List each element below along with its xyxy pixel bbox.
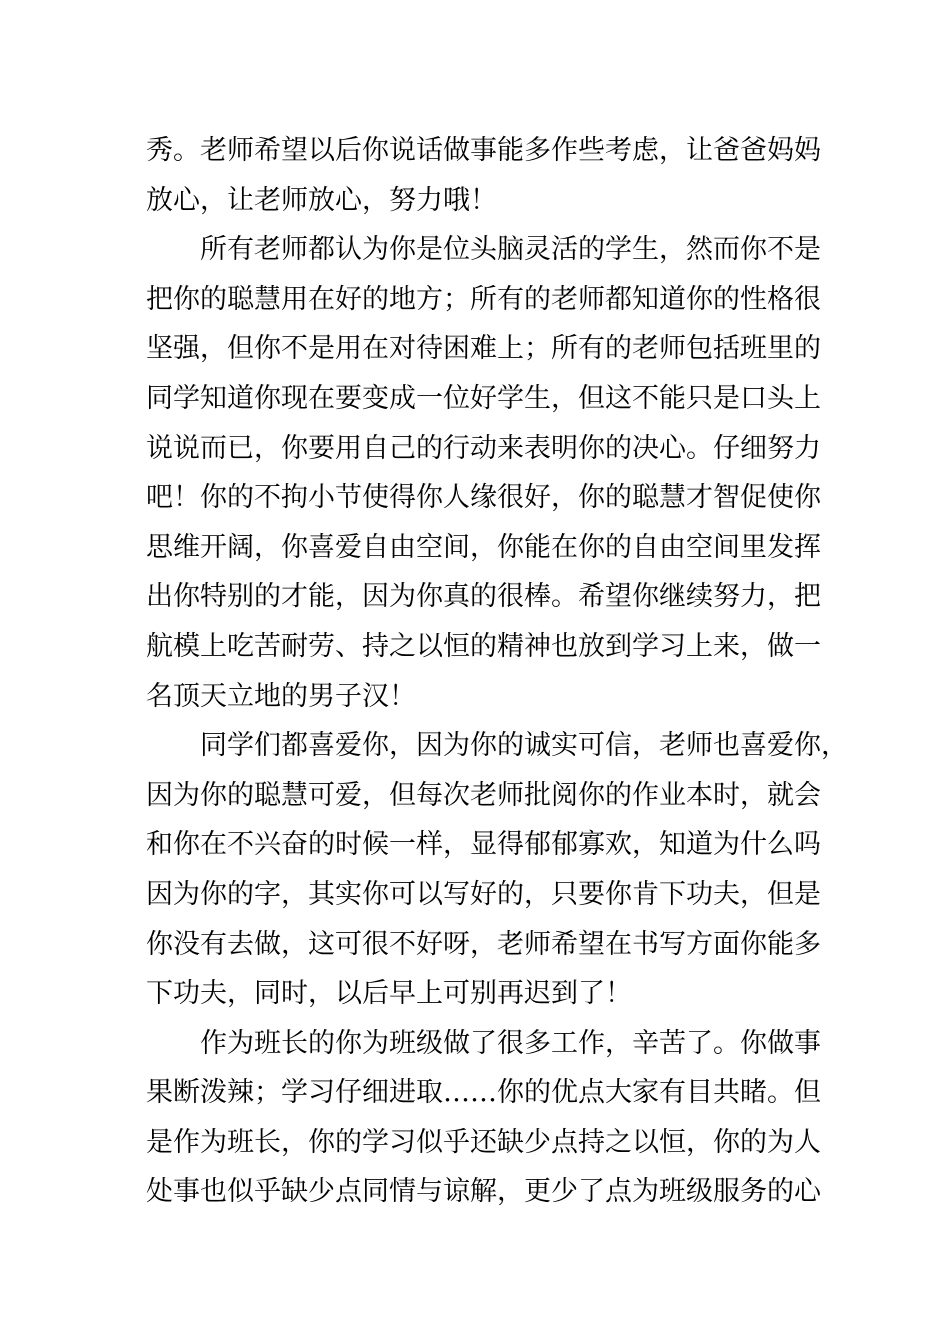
text-line: 处事也似乎缺少点同情与谅解，更少了点为班级服务的心 [146, 1176, 821, 1208]
text-line: 思维开阔，你喜爱自由空间，你能在你的自由空间里发挥 [146, 531, 821, 563]
text-line: 放心，让老师放心，努力哦！ [146, 184, 497, 216]
text-line: 名顶天立地的男子汉！ [146, 680, 416, 712]
text-line: 航模上吃苦耐劳、持之以恒的精神也放到学习上来，做一 [146, 630, 821, 662]
text-line: 出你特别的才能，因为你真的很棒。希望你继续努力，把 [146, 581, 821, 613]
text-line: 吧！你的不拘小节使得你人缘很好，你的聪慧才智促使你 [146, 482, 821, 514]
text-line: 下功夫，同时，以后早上可别再迟到了！ [146, 978, 632, 1010]
text-line: 果断泼辣；学习仔细进取……你的优点大家有目共睹。但 [146, 1077, 821, 1109]
text-line: 坚强，但你不是用在对待困难上；所有的老师包括班里的 [146, 333, 821, 365]
text-line: 把你的聪慧用在好的地方；所有的老师都知道你的性格很 [146, 283, 821, 315]
text-line: 所有老师都认为你是位头脑灵活的学生，然而你不是 [200, 234, 821, 266]
text-line: 和你在不兴奋的时候一样，显得郁郁寡欢，知道为什么吗 [146, 829, 821, 861]
text-line: 说说而已，你要用自己的行动来表明你的决心。仔细努力 [146, 432, 821, 464]
text-line: 秀。老师希望以后你说话做事能多作些考虑，让爸爸妈妈 [146, 135, 821, 166]
text-line: 因为你的聪慧可爱，但每次老师批阅你的作业本时，就会 [146, 779, 821, 811]
text-line: 同学们都喜爱你，因为你的诚实可信，老师也喜爱你， [200, 730, 848, 762]
text-line: 你没有去做，这可很不好呀，老师希望在书写方面你能多 [146, 928, 821, 960]
text-line: 同学知道你现在要变成一位好学生，但这不能只是口头上 [146, 382, 821, 414]
text-line: 因为你的字，其实你可以写好的，只要你肯下功夫，但是 [146, 878, 821, 910]
document-body [146, 126, 848, 1217]
text-line: 作为班长的你为班级做了很多工作，辛苦了。你做事 [200, 1027, 821, 1059]
text-line: 是作为班长，你的学习似乎还缺少点持之以恒，你的为人 [146, 1126, 821, 1158]
